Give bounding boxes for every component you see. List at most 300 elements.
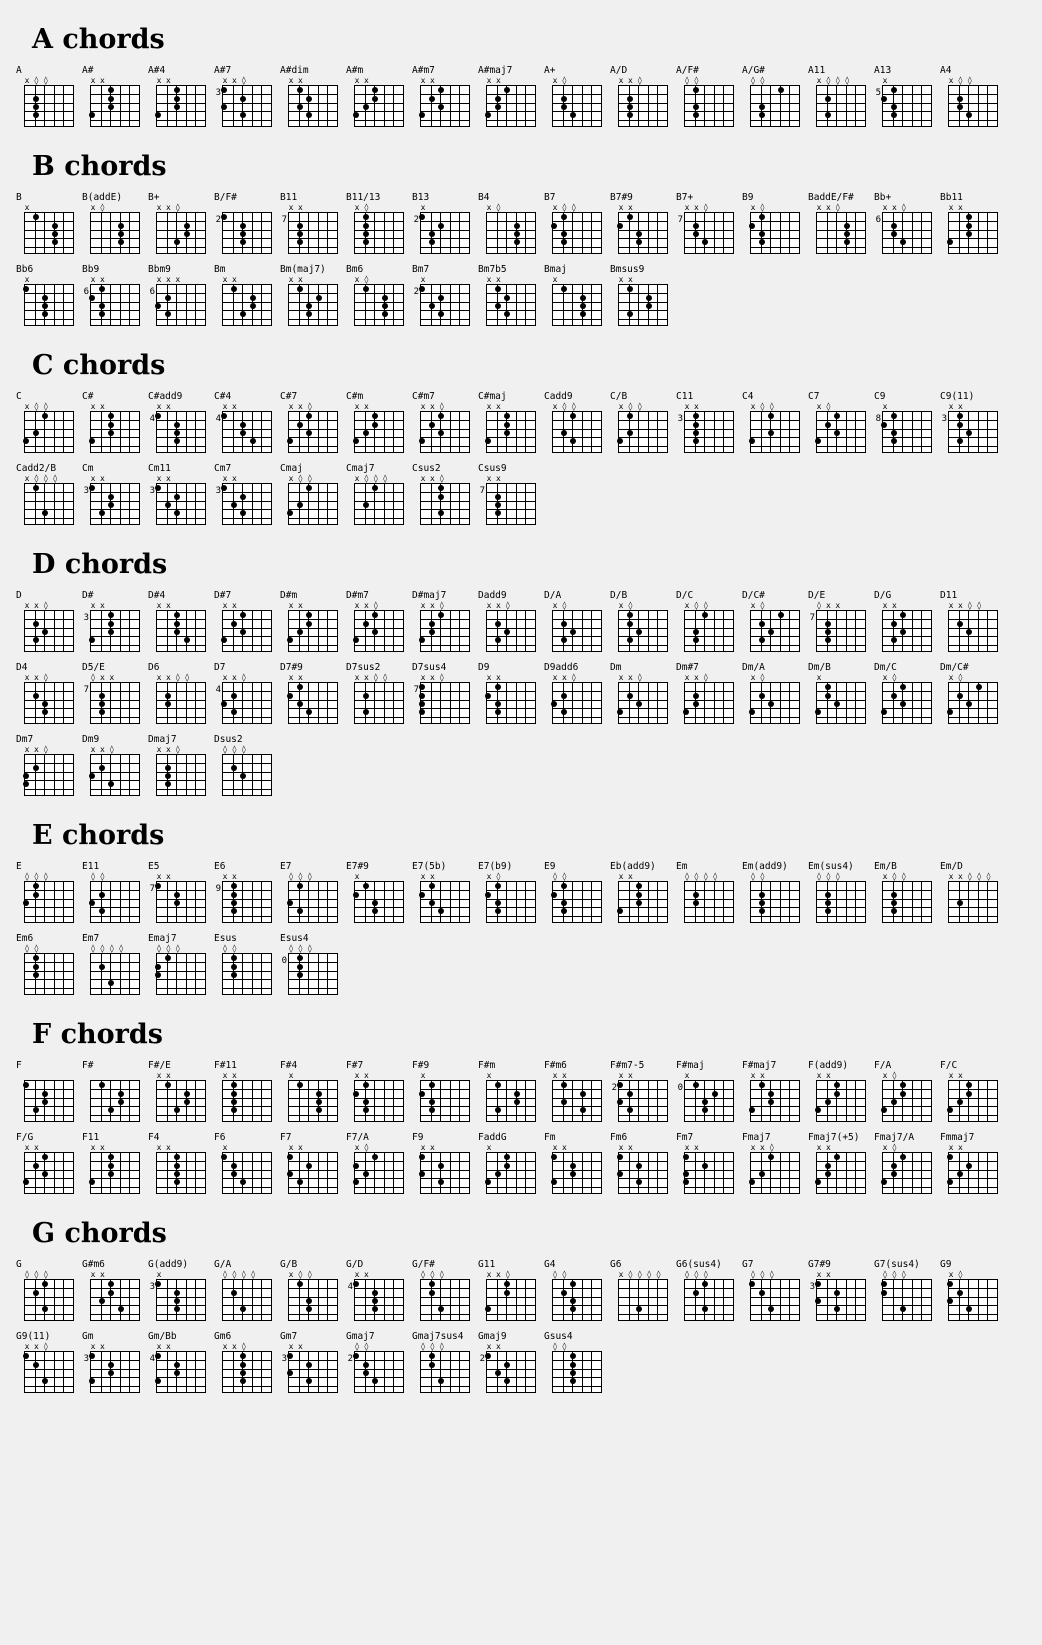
chord-diagram[interactable] (278, 1060, 344, 1122)
fret-line (949, 437, 997, 438)
chord-diagram[interactable] (542, 192, 608, 254)
chord-diagram[interactable] (872, 192, 938, 254)
chord-diagram[interactable] (146, 1060, 212, 1122)
fret-line (289, 1170, 337, 1171)
fret-line (619, 238, 667, 239)
muted-string-icon: x (231, 275, 237, 284)
chord-diagram[interactable] (212, 861, 278, 923)
chord-diagram[interactable] (410, 1259, 476, 1321)
chord-diagram[interactable] (938, 65, 1004, 127)
chord-diagram[interactable] (278, 1331, 344, 1393)
fret-line (817, 1089, 865, 1090)
chord-diagram[interactable] (608, 1060, 674, 1122)
chord-name: Em(add9) (742, 861, 788, 872)
finger-dot (900, 1082, 906, 1088)
chord-diagram[interactable] (938, 590, 1004, 652)
fret-position-number: 7 (149, 884, 155, 894)
fret-line (25, 221, 73, 222)
chord-diagram[interactable] (146, 1331, 212, 1393)
chord-diagram[interactable] (14, 264, 80, 326)
fret-line (487, 1178, 535, 1179)
chord-diagram[interactable] (542, 65, 608, 127)
chord-diagram[interactable] (80, 463, 146, 525)
chord-diagram[interactable] (938, 1060, 1004, 1122)
fretboard (420, 1351, 470, 1393)
chord-diagram[interactable] (476, 65, 542, 127)
chord-diagram[interactable] (14, 933, 80, 995)
chord-diagram[interactable] (212, 662, 278, 724)
chord-diagram[interactable] (344, 662, 410, 724)
chord-diagram[interactable] (410, 463, 476, 525)
chord-diagram[interactable] (212, 65, 278, 127)
fret-line (487, 700, 535, 701)
chord-diagram[interactable] (476, 662, 542, 724)
chord-diagram[interactable] (212, 192, 278, 254)
chord-diagram[interactable] (278, 1132, 344, 1194)
finger-dot (363, 239, 369, 245)
chord-diagram[interactable] (674, 192, 740, 254)
fret-line (619, 691, 667, 692)
chord-diagram[interactable] (80, 1331, 146, 1393)
finger-dot (495, 908, 501, 914)
chord-diagram[interactable] (674, 1060, 740, 1122)
chord-diagram[interactable] (542, 1060, 608, 1122)
finger-dot (174, 422, 180, 428)
finger-dot (155, 1353, 161, 1359)
fret-line (91, 1305, 139, 1306)
chord-name: C#m (346, 391, 364, 402)
chord-diagram[interactable] (410, 1331, 476, 1393)
chord-diagram[interactable] (410, 264, 476, 326)
chord-diagram[interactable] (608, 192, 674, 254)
fret-position-number: 3 (149, 486, 155, 496)
open-string-markers (618, 601, 668, 610)
fret-line (223, 1170, 271, 1171)
open-string-icon: ◊ (561, 601, 567, 610)
chord-diagram[interactable] (608, 1132, 674, 1194)
chord-name: F#4 (280, 1060, 298, 1071)
fret-position-number (146, 76, 155, 89)
muted-string-icon: x (429, 601, 435, 610)
open-string-markers (816, 872, 866, 881)
chord-diagram[interactable] (146, 590, 212, 652)
muted-string-icon: x (24, 275, 30, 284)
chord-diagram[interactable] (278, 861, 344, 923)
chord-diagram[interactable] (146, 1259, 212, 1321)
chord-diagram[interactable] (938, 1132, 1004, 1194)
chord-diagram[interactable] (344, 65, 410, 127)
fretboard (354, 881, 404, 923)
fret-line (223, 962, 271, 963)
chord-diagram[interactable] (410, 861, 476, 923)
fret-position-number (476, 872, 485, 885)
chord-diagram[interactable] (344, 1259, 410, 1321)
finger-dot (495, 900, 501, 906)
chord-diagram[interactable] (14, 734, 80, 796)
fret-line (223, 1305, 271, 1306)
chord-diagram[interactable] (674, 1259, 740, 1321)
chord-diagram[interactable] (344, 1060, 410, 1122)
chord-diagram[interactable] (344, 192, 410, 254)
chord-name: G6(sus4) (676, 1259, 722, 1270)
chord-diagram-graphic (354, 872, 404, 923)
chord-diagram[interactable] (608, 391, 674, 453)
chord-diagram[interactable] (938, 861, 1004, 923)
chord-diagram[interactable] (14, 1060, 80, 1122)
chord-diagram[interactable] (410, 391, 476, 453)
fretboard (288, 212, 338, 254)
chord-diagram[interactable] (806, 192, 872, 254)
chord-diagram[interactable] (212, 1331, 278, 1393)
chord-diagram[interactable] (542, 1132, 608, 1194)
chord-diagram-graphic (24, 1270, 74, 1321)
open-string-markers (816, 601, 866, 610)
chord-diagram[interactable] (542, 1259, 608, 1321)
chord-diagram[interactable] (608, 861, 674, 923)
fret-line (289, 94, 337, 95)
fret-line (421, 509, 469, 510)
chord-diagram[interactable] (278, 192, 344, 254)
chord-diagram[interactable] (278, 463, 344, 525)
finger-dot (504, 1362, 510, 1368)
chord-diagram-graphic (948, 673, 998, 724)
finger-dot (636, 883, 642, 889)
finger-dot (957, 413, 963, 419)
chord-diagram[interactable] (542, 861, 608, 923)
chord-diagram[interactable] (740, 662, 806, 724)
fret-line (25, 103, 73, 104)
fret-line (553, 1115, 601, 1116)
finger-dot (891, 1171, 897, 1177)
finger-dot (42, 709, 48, 715)
finger-dot (429, 1082, 435, 1088)
chord-body (806, 402, 872, 453)
fret-line (289, 907, 337, 908)
chord-diagram-graphic (288, 1071, 338, 1122)
chord-diagram[interactable] (146, 264, 212, 326)
chord-diagram[interactable] (740, 65, 806, 127)
chord-diagram[interactable] (344, 1331, 410, 1393)
fret-line (553, 1360, 601, 1361)
chord-diagram[interactable] (344, 590, 410, 652)
chord-diagram[interactable] (212, 933, 278, 995)
fret-position-number: 4 (347, 1282, 353, 1292)
chord-diagram[interactable] (80, 662, 146, 724)
chord-diagram[interactable] (674, 391, 740, 453)
fret-position-number (14, 601, 23, 614)
chord-diagram[interactable] (608, 65, 674, 127)
chord-diagram[interactable] (872, 1259, 938, 1321)
fret-line (883, 1106, 931, 1107)
chord-diagram[interactable] (608, 264, 674, 326)
chord-diagram[interactable] (278, 264, 344, 326)
finger-dot (891, 621, 897, 627)
chord-diagram[interactable] (14, 590, 80, 652)
chord-diagram[interactable] (542, 590, 608, 652)
finger-dot (306, 1298, 312, 1304)
finger-dot (118, 1306, 124, 1312)
chord-diagram[interactable] (674, 65, 740, 127)
chord-diagram[interactable] (608, 662, 674, 724)
chord-diagram[interactable] (278, 590, 344, 652)
chord-diagram[interactable] (278, 1259, 344, 1321)
fret-line (751, 1305, 799, 1306)
chord-diagram[interactable] (872, 662, 938, 724)
muted-string-icon: x (420, 402, 426, 411)
chord-diagram[interactable] (146, 662, 212, 724)
chord-name: G7 (742, 1259, 754, 1270)
chord-diagram[interactable] (14, 1331, 80, 1393)
chord-diagram[interactable] (872, 861, 938, 923)
chord-diagram[interactable] (80, 734, 146, 796)
finger-dot (108, 413, 114, 419)
chord-diagram[interactable] (146, 933, 212, 995)
muted-string-icon: x (420, 203, 426, 212)
chord-diagram[interactable] (212, 463, 278, 525)
chord-diagram[interactable] (542, 391, 608, 453)
chord-diagram[interactable] (146, 463, 212, 525)
chord-diagram[interactable] (278, 65, 344, 127)
chord-diagram[interactable] (344, 1132, 410, 1194)
fret-line (355, 94, 403, 95)
chord-body (872, 601, 938, 652)
chord-diagram[interactable] (806, 590, 872, 652)
chord-diagram[interactable] (674, 861, 740, 923)
finger-dot (297, 104, 303, 110)
fret-line (619, 890, 667, 891)
fret-position-number (80, 944, 89, 957)
chord-diagram[interactable] (938, 192, 1004, 254)
muted-string-icon: x (750, 203, 756, 212)
chord-diagram[interactable] (80, 590, 146, 652)
chord-diagram[interactable] (410, 1060, 476, 1122)
chord-diagram[interactable] (476, 1132, 542, 1194)
chord-body (806, 76, 872, 127)
chord-diagram[interactable] (146, 391, 212, 453)
chord-diagram[interactable] (212, 264, 278, 326)
fretboard (354, 1152, 404, 1194)
chord-diagram[interactable] (740, 861, 806, 923)
fret-line (883, 636, 931, 637)
fret-line (751, 111, 799, 112)
muted-string-icon: x (288, 1071, 294, 1080)
chord-diagram[interactable] (80, 264, 146, 326)
chord-diagram[interactable] (740, 590, 806, 652)
chord-diagram[interactable] (14, 662, 80, 724)
finger-dot (825, 892, 831, 898)
chord-diagram[interactable] (476, 391, 542, 453)
open-string-icon: ◊ (561, 1270, 567, 1279)
chord-diagram[interactable] (938, 391, 1004, 453)
chord-diagram[interactable] (344, 861, 410, 923)
chord-diagram[interactable] (344, 264, 410, 326)
chord-diagram[interactable] (80, 933, 146, 995)
chord-diagram[interactable] (476, 1060, 542, 1122)
muted-string-icon: x (90, 745, 96, 754)
chord-diagram[interactable] (80, 391, 146, 453)
chord-diagram[interactable] (740, 1259, 806, 1321)
chord-diagram-graphic (420, 1270, 470, 1321)
chord-diagram[interactable] (872, 65, 938, 127)
chord-diagram[interactable] (806, 1132, 872, 1194)
chord-diagram[interactable] (14, 391, 80, 453)
chord-diagram[interactable] (278, 933, 344, 995)
chord-diagram[interactable] (212, 1132, 278, 1194)
chord-diagram[interactable] (278, 391, 344, 453)
chord-diagram[interactable] (14, 1132, 80, 1194)
chord-diagram[interactable] (146, 192, 212, 254)
chord-diagram[interactable] (740, 1132, 806, 1194)
chord-body (278, 673, 344, 724)
chord-name: E9 (544, 861, 556, 872)
chord-body (806, 872, 872, 923)
chord-diagram[interactable] (212, 590, 278, 652)
open-string-markers (420, 402, 470, 411)
open-string-icon: ◊ (24, 872, 30, 881)
chord-body (938, 1270, 1004, 1321)
chord-diagram[interactable] (938, 1259, 1004, 1321)
chord-diagram[interactable] (146, 734, 212, 796)
chord-name: Eb(add9) (610, 861, 656, 872)
finger-dot (419, 1154, 425, 1160)
finger-dot (702, 612, 708, 618)
chord-diagram[interactable] (14, 192, 80, 254)
chord-diagram[interactable] (806, 662, 872, 724)
chord-diagram[interactable] (476, 1331, 542, 1393)
chord-diagram[interactable] (674, 590, 740, 652)
fret-line (91, 230, 139, 231)
fret-line (487, 636, 535, 637)
chord-diagram[interactable] (740, 391, 806, 453)
chord-diagram[interactable] (80, 861, 146, 923)
chord-diagram[interactable] (80, 1132, 146, 1194)
fret-line (223, 1288, 271, 1289)
fret-line (25, 979, 73, 980)
chord-diagram[interactable] (410, 590, 476, 652)
fret-line (619, 429, 667, 430)
chord-diagram[interactable] (410, 1132, 476, 1194)
open-string-icon: ◊ (439, 402, 445, 411)
fret-line (619, 247, 667, 248)
fret-line (949, 916, 997, 917)
chord-name: Esus4 (280, 933, 309, 944)
chord-diagram[interactable] (872, 1132, 938, 1194)
fret-position-number (476, 1071, 485, 1084)
finger-dot (617, 1099, 623, 1105)
fret-line (223, 111, 271, 112)
chord-name: A13 (874, 65, 892, 76)
chord-diagram[interactable] (344, 463, 410, 525)
chord-diagram-graphic (24, 745, 74, 796)
finger-dot (825, 629, 831, 635)
finger-dot (693, 87, 699, 93)
chord-diagram[interactable] (476, 861, 542, 923)
open-string-markers (288, 1071, 338, 1080)
fret-line (355, 916, 403, 917)
chord-diagram[interactable] (146, 1132, 212, 1194)
chord-diagram[interactable] (146, 861, 212, 923)
chord-name: B11/13 (346, 192, 381, 203)
chord-diagram[interactable] (212, 1060, 278, 1122)
open-string-icon: ◊ (43, 402, 49, 411)
chord-diagram[interactable] (872, 590, 938, 652)
finger-dot (118, 1091, 124, 1097)
finger-dot (221, 214, 227, 220)
chord-diagram[interactable] (476, 463, 542, 525)
chord-diagram[interactable] (806, 1259, 872, 1321)
chord-diagram[interactable] (740, 192, 806, 254)
chord-diagram[interactable] (872, 1060, 938, 1122)
chord-diagram[interactable] (14, 1259, 80, 1321)
chord-diagram[interactable] (212, 391, 278, 453)
chord-diagram[interactable] (410, 65, 476, 127)
chord-diagram[interactable] (542, 264, 608, 326)
chord-name: A#m7 (412, 65, 435, 76)
chord-diagram[interactable] (608, 1259, 674, 1321)
chord-diagram[interactable] (476, 1259, 542, 1321)
chord-body (146, 76, 212, 127)
fret-line (355, 492, 403, 493)
muted-string-icon: x (825, 1143, 831, 1152)
chord-diagram[interactable] (542, 1331, 608, 1393)
chord-diagram[interactable] (80, 1060, 146, 1122)
fretboard (684, 610, 734, 652)
chord-diagram[interactable] (14, 463, 80, 525)
chord-diagram[interactable] (278, 662, 344, 724)
finger-dot (231, 900, 237, 906)
chord-diagram[interactable] (344, 391, 410, 453)
chord-diagram[interactable] (476, 590, 542, 652)
chord-diagram[interactable] (806, 391, 872, 453)
chord-diagram[interactable] (542, 662, 608, 724)
open-string-icon: ◊ (363, 203, 369, 212)
muted-string-icon: x (90, 601, 96, 610)
fret-line (223, 916, 271, 917)
chord-diagram[interactable] (608, 590, 674, 652)
chord-diagram[interactable] (806, 65, 872, 127)
chord-diagram[interactable] (938, 662, 1004, 724)
chord-name: Bm7b5 (478, 264, 507, 275)
chord-diagram[interactable] (212, 734, 278, 796)
chord-diagram[interactable] (14, 65, 80, 127)
fret-line (91, 1369, 139, 1370)
chord-diagram[interactable] (476, 192, 542, 254)
fret-line (817, 916, 865, 917)
finger-dot (495, 1171, 501, 1177)
chord-diagram[interactable] (674, 662, 740, 724)
chord-diagram[interactable] (410, 662, 476, 724)
fret-line (817, 120, 865, 121)
chord-diagram[interactable] (80, 65, 146, 127)
chord-diagram[interactable] (806, 861, 872, 923)
finger-dot (89, 637, 95, 643)
chord-diagram[interactable] (80, 1259, 146, 1321)
chord-diagram[interactable] (872, 391, 938, 453)
chord-diagram[interactable] (740, 1060, 806, 1122)
chord-diagram[interactable] (476, 264, 542, 326)
chord-diagram-graphic (552, 1270, 602, 1321)
open-string-markers (222, 601, 272, 610)
chord-diagram[interactable] (410, 192, 476, 254)
chord-diagram[interactable] (146, 65, 212, 127)
open-string-markers (288, 203, 338, 212)
chord-diagram[interactable] (80, 192, 146, 254)
chord-diagram[interactable] (14, 861, 80, 923)
chord-diagram[interactable] (674, 1132, 740, 1194)
chord-diagram[interactable] (806, 1060, 872, 1122)
open-string-markers (948, 673, 998, 682)
chord-diagram[interactable] (212, 1259, 278, 1321)
